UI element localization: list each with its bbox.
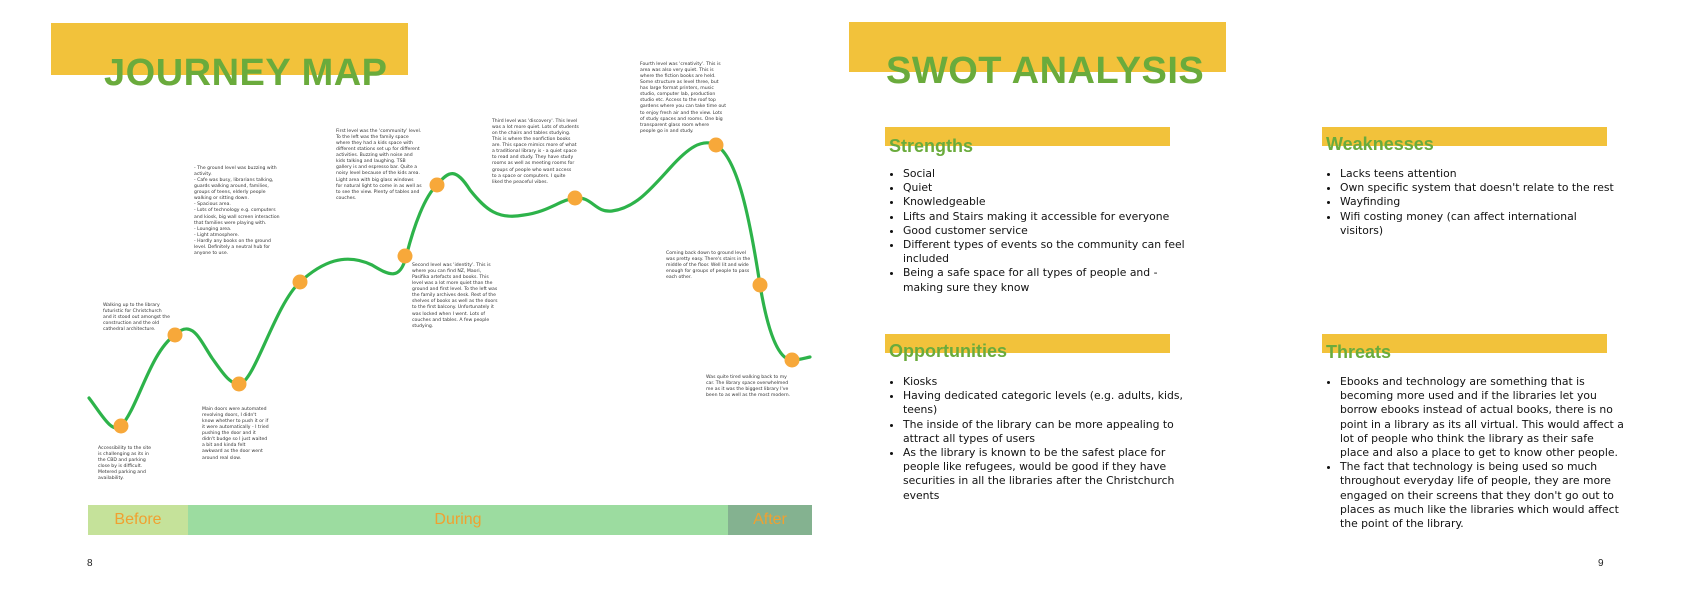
- note-ground-level: - The ground level was buzzing with activity. - Cafe was busy, librarians talking, guards walking around, families, groups of teens, elderly people walking or sitting down. - Spacious area. - Lots of technology e.g. computers and kiosk, big wall screen interaction that families were playing with. - Lounging area. - Light atmosphere. - Hardly any books on the ground level. Definitely a neutral hub for anyone to use.: [194, 166, 280, 256]
- swot-analysis-page: [842, 0, 1684, 595]
- page-number-left: 8: [87, 558, 93, 569]
- opportunities-heading: Opportunities: [889, 341, 1007, 361]
- threats-heading: Threats: [1326, 342, 1392, 362]
- strengths-list: [885, 167, 1193, 295]
- journey-dot-second-level: [398, 249, 413, 264]
- threat-item: • The fact that technology is being used so much throughout everyday life of people, they are more engaged on their screens that they don't go out to places as much like the libraries which would affect the point of the library.: [1340, 460, 1625, 531]
- page-number-right: 9: [1598, 558, 1604, 569]
- threats-list: [1322, 375, 1625, 531]
- note-second-level: Second level was 'identity'. This is where you can find NZ, Maori, Pasifika artefacts and books. This level was a lot more quiet than the ground and first level. To the left was the family archives desk. Rest of the shelves of books as well as the doors to the first balcony. Unfortunately it was locked when I went. Lots of couches and tables. A few people studying.: [412, 263, 498, 329]
- note-coming-down: Coming back down to ground level was pretty easy. There's stairs in the middle of the floor. Well lit and wide enough for groups of people to pass each other.: [666, 251, 751, 281]
- weakness-item: • Own specific system that doesn't relate to the rest: [1340, 181, 1620, 195]
- strength-item: • Different types of events so the community can feel included: [903, 238, 1193, 266]
- phase-after: After: [728, 505, 812, 535]
- journey-dot-third-level: [568, 191, 583, 206]
- strength-item: • Social: [903, 167, 1193, 181]
- weakness-item: • Wayfinding: [1340, 195, 1620, 209]
- note-walking-up: Walking up to the library futuristic for Christchurch and it stood out amongst the construction and the old cathedral architecture.: [103, 303, 170, 333]
- weaknesses-list: [1322, 167, 1620, 238]
- opportunity-item: • As the library is known to be the safest place for people like refugees, would be good if they have securities in all the libraries after the Christchurch events: [903, 446, 1188, 503]
- strength-item: • Quiet: [903, 181, 1193, 195]
- weaknesses-heading: Weaknesses: [1326, 134, 1434, 154]
- swot-analysis-title: SWOT ANALYSIS: [886, 50, 1205, 92]
- note-site-access: Accessibility to the site is challenging as its in the CBD and parking close by is difficult. Metered parking and availability.: [98, 446, 152, 482]
- strength-item: • Good customer service: [903, 224, 1193, 238]
- note-fourth-level: Fourth level was 'creativity'. This is area was also very quiet. This is where the fiction books are held. Some structure as level three, but has large format printers, music studio, computer lab, production studio etc. Access to the roof top gardens where you can take time out to enjoy fresh air and the view. Lots of study spaces and rooms. One big transparent glass room where people go in and study.: [640, 62, 726, 134]
- journey-dot-main-doors: [232, 377, 247, 392]
- strength-item: • Being a safe space for all types of people and - making sure they know: [903, 266, 1193, 294]
- phase-before: Before: [88, 505, 188, 535]
- note-main-doors: Main doors were automated revolving doors, I didn't know whether to push it or if it were automatically - I tried pushing the door and it didn't budge so I just waited a bit and kinda felt awkward as the door went around real slow.: [202, 407, 269, 461]
- strength-item: • Lifts and Stairs making it accessible for everyone: [903, 210, 1193, 224]
- threat-item: • Ebooks and technology are something that is becoming more used and if the libraries let you borrow ebooks instead of actual books, there is no point in a library as its all virtual. This would affect a lot of people who think the library as their safe place and also a place to get to know other people.: [1340, 375, 1625, 460]
- opportunity-item: • The inside of the library can be more appealing to attract all types of users: [903, 418, 1188, 446]
- journey-dot-site-access: [114, 419, 129, 434]
- weakness-item: • Lacks teens attention: [1340, 167, 1620, 181]
- journey-dot-fourth-level: [709, 138, 724, 153]
- journey-map-title: JOURNEY MAP: [104, 52, 388, 94]
- journey-dot-leaving: [785, 353, 800, 368]
- phase-during: During: [188, 505, 728, 535]
- weakness-item: • Wifi costing money (can affect international visitors): [1340, 210, 1620, 238]
- strength-item: • Knowledgeable: [903, 195, 1193, 209]
- opportunity-item: • Having dedicated categoric levels (e.g. adults, kids, teens): [903, 389, 1188, 417]
- journey-dot-ground-level: [293, 275, 308, 290]
- strengths-heading: Strengths: [889, 136, 974, 156]
- opportunity-item: • Kiosks: [903, 375, 1188, 389]
- note-leaving: Was quite tired walking back to my car. The library space overwhelmed me as it was the biggest library I've been to as well as the most modern.: [706, 375, 791, 399]
- note-third-level: Third level was 'discovery'. This level was a lot more quiet. Lots of students on the chairs and tables studying. This is where the nonfiction books are. This space mimics more of what a traditional library is - a quiet space to read and study. They have study rooms as well as meeting rooms for groups of people who want access to a space or computers. I quite liked the peaceful vibes.: [492, 119, 579, 185]
- note-first-level: First level was the 'community' level. To the left was the family space where they had a kids space with different stations set up for different activities. Buzzing with noise and kids talking and laughing. TSB gallery is and espresso bar. Quite a noisy level because of the kids area. Light area with big glass windows for natural light to come in as well as to see the view. Plenty of tables and couches.: [336, 129, 422, 201]
- opportunities-list: [885, 375, 1188, 503]
